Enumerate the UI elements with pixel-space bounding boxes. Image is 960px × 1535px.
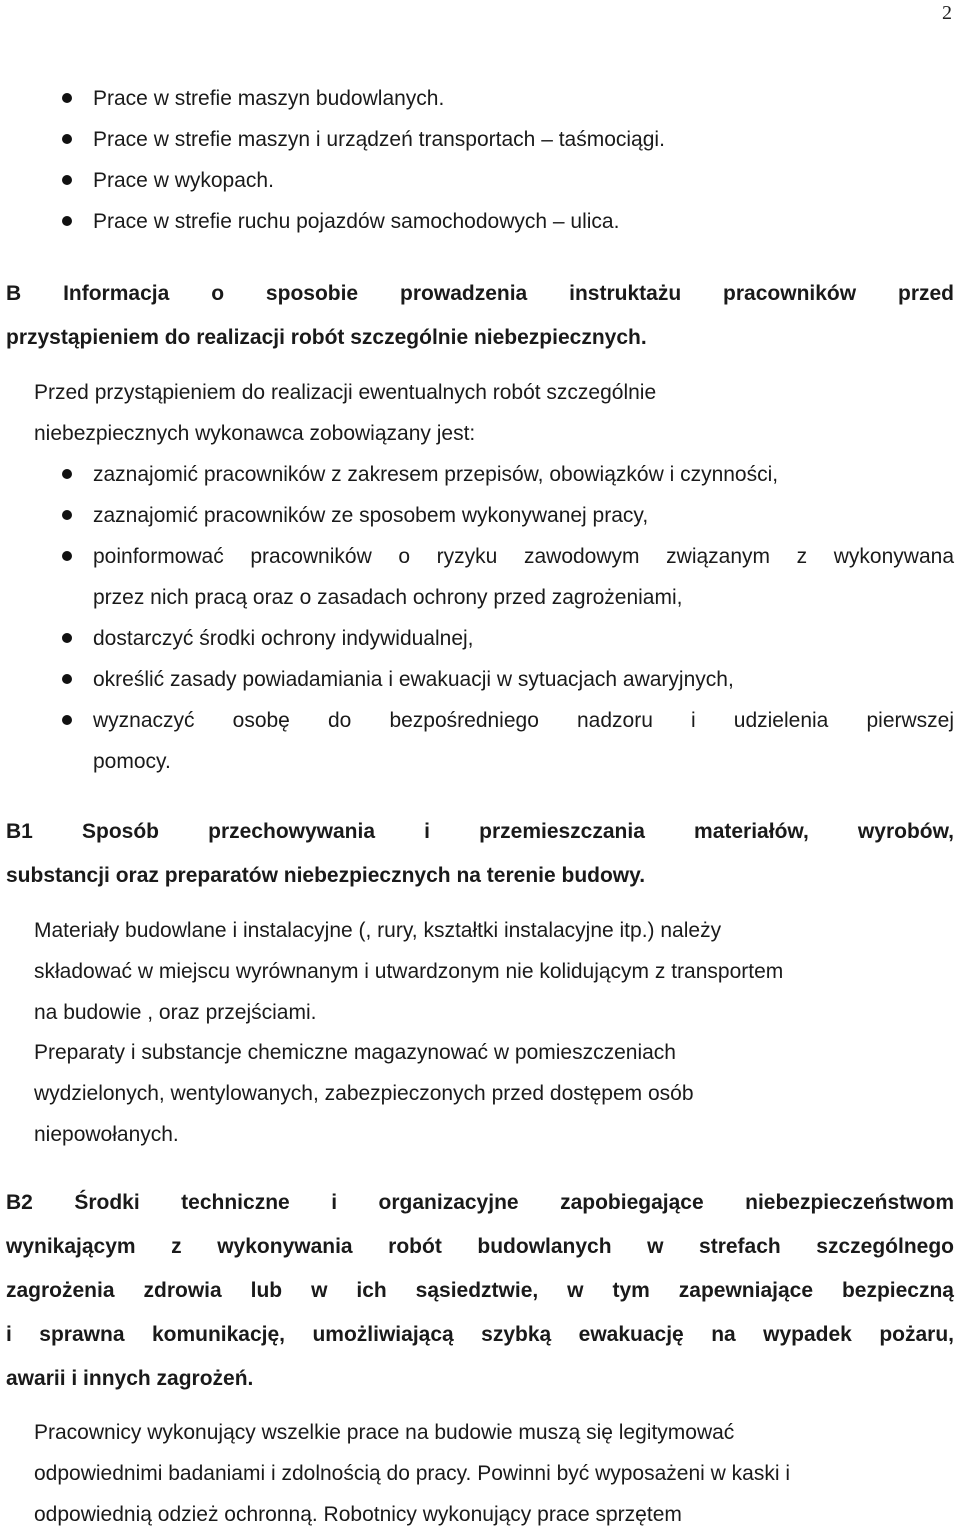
list-item-text: Prace w strefie maszyn i urządzeń transportach – taśmociągi. xyxy=(93,128,665,151)
heading-line: B2 Środki techniczne i organizacyjne zapobiegające niebezpieczeństwom xyxy=(6,1191,954,1214)
list-item xyxy=(0,119,960,160)
bullet-icon xyxy=(62,134,72,144)
paragraph-line: na budowie , oraz przejściami. xyxy=(34,1001,317,1024)
heading-line: substancji oraz preparatów niebezpiecznych na terenie budowy. xyxy=(6,864,646,887)
list-item-text: dostarczyć środki ochrony indywidualnej, xyxy=(93,627,474,650)
section-b2-paragraph xyxy=(34,1412,954,1535)
section-b-bullet-list xyxy=(0,454,960,782)
heading-line: awarii i innych zagrożeń. xyxy=(6,1367,254,1390)
list-item-text: przez nich pracą oraz o zasadach ochrony przed zagrożeniami, xyxy=(93,586,683,609)
heading-line: B Informacja o sposobie prowadzenia instruktażu pracowników przed xyxy=(6,282,954,305)
list-item-text: Prace w wykopach. xyxy=(93,169,274,192)
section-b1-paragraph-1 xyxy=(34,910,954,1033)
bullet-icon xyxy=(62,216,72,226)
list-item-text: Prace w strefie ruchu pojazdów samochodowych – ulica. xyxy=(93,210,620,233)
paragraph-line: Przed przystąpieniem do realizacji ewentualnych robót szczególnie xyxy=(34,381,657,404)
list-item-text: pomocy. xyxy=(93,750,171,773)
section-b-heading xyxy=(6,272,954,360)
paragraph-line: wydzielonych, wentylowanych, zabezpieczonych przed dostępem osób xyxy=(34,1082,694,1105)
heading-line: przystąpieniem do realizacji robót szczególnie niebezpiecznych. xyxy=(6,326,647,349)
section-b2-heading xyxy=(6,1181,954,1401)
paragraph-line: Preparaty i substancje chemiczne magazynować w pomieszczeniach xyxy=(34,1041,676,1064)
list-item xyxy=(0,536,960,618)
section-b1-heading xyxy=(6,810,954,898)
list-item-text: zaznajomić pracowników ze sposobem wykonywanej pracy, xyxy=(93,504,649,527)
paragraph-line: odpowiednimi badaniami i zdolnością do pracy. Powinni być wyposażeni w kaski i xyxy=(34,1462,790,1485)
bullet-icon xyxy=(62,93,72,103)
bullet-icon xyxy=(62,674,72,684)
list-item-text: poinformować pracowników o ryzyku zawodowym związanym z wykonywana xyxy=(93,545,954,568)
list-item-text: określić zasady powiadamiania i ewakuacji w sytuacjach awaryjnych, xyxy=(93,668,734,691)
bullet-icon xyxy=(62,715,72,725)
section-b-intro xyxy=(34,372,954,454)
bullet-icon xyxy=(62,510,72,520)
top-bullet-list xyxy=(0,78,960,242)
paragraph-line: niepowołanych. xyxy=(34,1123,179,1146)
heading-line: i sprawna komunikację, umożliwiającą szybką ewakuację na wypadek pożaru, xyxy=(6,1323,954,1346)
bullet-icon xyxy=(62,469,72,479)
list-item xyxy=(0,160,960,201)
heading-line: zagrożenia zdrowia lub w ich sąsiedztwie, w tym zapewniające bezpieczną xyxy=(6,1279,954,1302)
list-item xyxy=(0,495,960,536)
list-item-text: wyznaczyć osobę do bezpośredniego nadzoru i udzielenia pierwszej xyxy=(93,709,954,732)
paragraph-line: Pracownicy wykonujący wszelkie prace na budowie muszą się legitymować xyxy=(34,1421,735,1444)
list-item xyxy=(0,201,960,242)
list-item xyxy=(0,700,960,782)
bullet-icon xyxy=(62,175,72,185)
page-number: 2 xyxy=(942,2,952,24)
paragraph-line: składować w miejscu wyrównanym i utwardzonym nie kolidującym z transportem xyxy=(34,960,784,983)
bullet-icon xyxy=(62,551,72,561)
list-item-text: Prace w strefie maszyn budowlanych. xyxy=(93,87,445,110)
list-item xyxy=(0,78,960,119)
heading-line: B1 Sposób przechowywania i przemieszczania materiałów, wyrobów, xyxy=(6,820,954,843)
list-item xyxy=(0,454,960,495)
paragraph-line: odpowiednią odzież ochronną. Robotnicy wykonujący prace sprzętem xyxy=(34,1503,682,1526)
paragraph-line: Materiały budowlane i instalacyjne (, rury, kształtki instalacyjne itp.) należy xyxy=(34,919,722,942)
list-item xyxy=(0,659,960,700)
bullet-icon xyxy=(62,633,72,643)
paragraph-line: niebezpiecznych wykonawca zobowiązany jest: xyxy=(34,422,476,445)
list-item xyxy=(0,618,960,659)
heading-line: wynikającym z wykonywania robót budowlanych w strefach szczególnego xyxy=(6,1235,954,1258)
section-b1-paragraph-2 xyxy=(34,1032,954,1155)
list-item-text: zaznajomić pracowników z zakresem przepisów, obowiązków i czynności, xyxy=(93,463,779,486)
